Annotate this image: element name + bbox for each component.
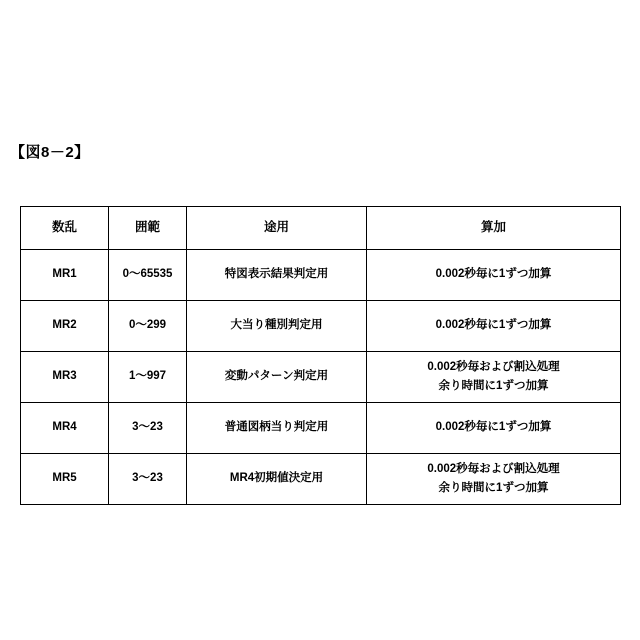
column-header-name: 数乱 (21, 207, 109, 250)
cell-add (367, 454, 621, 505)
cell-add-line: 0.002秒毎および割込処理 (427, 462, 560, 475)
cell-name: MR4 (21, 403, 109, 454)
cell-use: 大当り種別判定用 (187, 301, 367, 352)
random-number-table (20, 206, 621, 505)
column-header-add: 算加 (367, 207, 621, 250)
cell-add-line: 0.002秒毎に1ずつ加算 (435, 319, 552, 332)
cell-add-line: 0.002秒毎に1ずつ加算 (435, 421, 552, 434)
column-header-range: 囲範 (109, 207, 187, 250)
cell-use: 変動パターン判定用 (187, 352, 367, 403)
cell-use: MR4初期値決定用 (187, 454, 367, 505)
cell-range: 3～23 (109, 403, 187, 454)
cell-range: 0～65535 (109, 250, 187, 301)
cell-add-line: 余り時間に1ずつ加算 (438, 481, 549, 494)
table-row (21, 403, 621, 454)
table-row (21, 301, 621, 352)
cell-add-line: 0.002秒毎および割込処理 (427, 360, 560, 373)
table-header (21, 207, 621, 250)
table-header-row (21, 207, 621, 250)
table-row (21, 250, 621, 301)
random-number-table-wrapper (20, 206, 620, 505)
cell-range: 3～23 (109, 454, 187, 505)
cell-add-line: 余り時間に1ずつ加算 (438, 379, 549, 392)
cell-range: 0～299 (109, 301, 187, 352)
figure-caption: 【図8－2】 (10, 144, 90, 161)
table-row (21, 454, 621, 505)
cell-name: MR3 (21, 352, 109, 403)
cell-range: 1～997 (109, 352, 187, 403)
cell-add (367, 403, 621, 454)
cell-use: 普通図柄当り判定用 (187, 403, 367, 454)
cell-use: 特図表示結果判定用 (187, 250, 367, 301)
cell-name: MR2 (21, 301, 109, 352)
cell-name: MR1 (21, 250, 109, 301)
cell-add (367, 352, 621, 403)
table-body (21, 250, 621, 505)
column-header-use: 途用 (187, 207, 367, 250)
cell-add (367, 250, 621, 301)
cell-add-line: 0.002秒毎に1ずつ加算 (435, 268, 552, 281)
cell-add (367, 301, 621, 352)
cell-name: MR5 (21, 454, 109, 505)
table-row (21, 352, 621, 403)
